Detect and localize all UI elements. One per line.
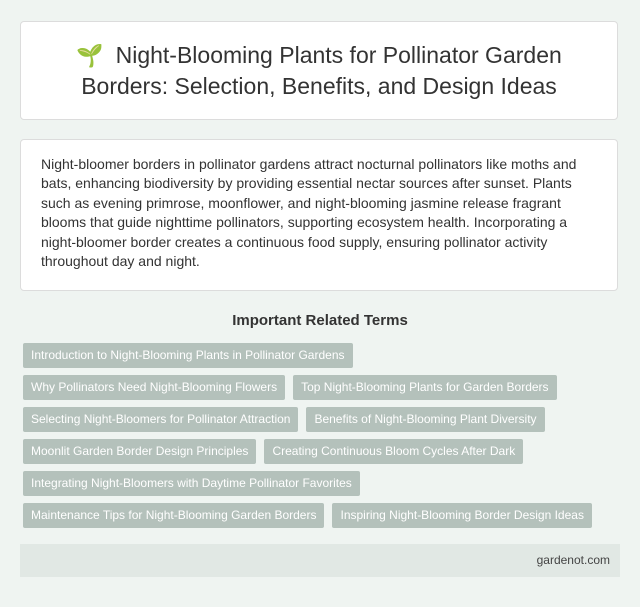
chip-row <box>23 471 623 496</box>
chip-row <box>23 439 623 464</box>
seedling-icon: 🌱 <box>76 42 104 68</box>
summary-text: Night-bloomer borders in pollinator gardens attract nocturnal pollinators like moths and bats, enhancing biodiversity by providing essential nectar sources after sunset. Plants such as evening primrose, moonflower, and night-blooming jasmine release fragrant blooms that guide nighttime pollinators, supporting ecosystem health. Incorporating a night-bloomer border creates a continuous food supply, ensuring pollinator activity throughout day and night. <box>41 156 577 270</box>
page-title-text: Night-Blooming Plants for Pollinator Garden Borders: Selection, Benefits, and Design Ideas <box>81 41 562 99</box>
chip-row <box>23 503 623 528</box>
related-term-chip[interactable]: Creating Continuous Bloom Cycles After Dark <box>264 439 523 464</box>
related-term-chip[interactable]: Why Pollinators Need Night-Blooming Flowers <box>23 375 285 400</box>
related-term-chip[interactable]: Benefits of Night-Blooming Plant Diversity <box>306 407 544 432</box>
related-terms-heading: Important Related Terms <box>232 312 408 329</box>
chip-row <box>23 343 623 368</box>
related-terms-list <box>23 343 623 535</box>
page-title <box>21 40 617 102</box>
related-term-chip[interactable]: Inspiring Night-Blooming Border Design Ideas <box>332 503 591 528</box>
related-term-chip[interactable]: Top Night-Blooming Plants for Garden Borders <box>293 375 556 400</box>
chip-row <box>23 375 623 400</box>
related-term-chip[interactable]: Introduction to Night-Blooming Plants in Pollinator Gardens <box>23 343 353 368</box>
related-term-chip[interactable]: Integrating Night-Bloomers with Daytime Pollinator Favorites <box>23 471 360 496</box>
title-card <box>20 21 618 120</box>
related-term-chip[interactable]: Selecting Night-Bloomers for Pollinator Attraction <box>23 407 298 432</box>
chip-row <box>23 407 623 432</box>
summary-card <box>20 139 618 291</box>
site-name[interactable]: gardenot.com <box>536 553 610 567</box>
related-term-chip[interactable]: Maintenance Tips for Night-Blooming Garden Borders <box>23 503 324 528</box>
footer <box>20 544 620 577</box>
related-term-chip[interactable]: Moonlit Garden Border Design Principles <box>23 439 256 464</box>
